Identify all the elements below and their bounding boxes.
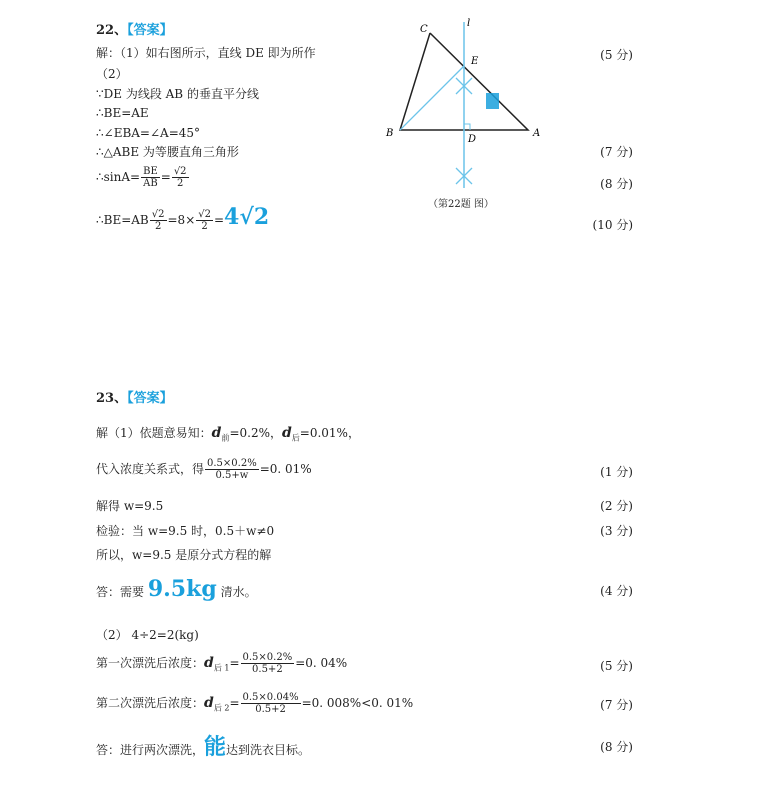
- q23-l1-prefix: 解（1）依题意易知：: [96, 426, 212, 440]
- q22-answer-tag: 【答案】: [127, 23, 173, 38]
- q23-line-7: [96, 652, 347, 675]
- be-f1-num: √2: [151, 209, 165, 220]
- q22-be-line: [96, 206, 269, 232]
- q23-line-4: 检验：当 w=9.5 时，0.5＋w≠0: [96, 524, 275, 538]
- eq-sign: =: [229, 656, 240, 670]
- q23-part-2: （2） 4÷2=2(kg): [96, 628, 199, 642]
- label-a: A: [533, 128, 541, 139]
- label-d: D: [468, 134, 477, 145]
- q22-score-3: (8 分): [600, 177, 633, 191]
- q22-score-4: (10 分): [592, 218, 633, 232]
- q22-sin-line: [96, 166, 190, 189]
- sin-prefix: ∴sinA=: [96, 170, 141, 184]
- q23-l8-num: 0.5×0.04%: [242, 692, 299, 703]
- sin-result-fraction: [172, 166, 189, 189]
- sin-den: AB: [143, 178, 158, 189]
- q23-header: [96, 392, 173, 405]
- be-mid: =8×: [167, 213, 196, 227]
- q23-l9-answer: 能: [204, 734, 227, 760]
- label-l: l: [467, 18, 471, 29]
- var-d: d: [204, 695, 214, 711]
- q23-l6-prefix: 答：需要: [96, 585, 145, 599]
- q23-line-8: [96, 692, 413, 715]
- sin-num: BE: [143, 166, 158, 177]
- q23-l7-fraction: [241, 652, 295, 675]
- q23-line-3: 解得 w=9.5: [96, 499, 164, 513]
- q23-score-6: (7 分): [600, 698, 633, 712]
- var-d: d: [204, 655, 214, 671]
- be-eq: =: [213, 213, 225, 227]
- right-angle-mark: [464, 124, 470, 130]
- q23-line-6: [96, 578, 257, 600]
- q22-number: 22、: [96, 23, 128, 38]
- q22-line-6: ∴△ABE 为等腰直角三角形: [96, 145, 239, 159]
- q23-line-5: 所以，w=9.5 是原分式方程的解: [96, 548, 272, 562]
- var-d: d: [211, 425, 222, 441]
- q23-l2-fraction: [205, 458, 259, 481]
- q23-l7-prefix: 第一次漂洗后浓度：: [96, 656, 205, 670]
- sub-before: 前: [221, 433, 230, 443]
- q23-l9-prefix: 答：进行两次漂洗，: [96, 743, 205, 757]
- q22-line-5: ∴∠EBA=∠A=45°: [96, 126, 201, 140]
- q22-line-4: ∴BE=AE: [96, 106, 149, 120]
- sin-eq: =: [160, 170, 171, 184]
- stamp-icon: [486, 93, 499, 109]
- sin-r-den: 2: [176, 178, 184, 189]
- q23-l6-answer: 9.5kg: [147, 576, 217, 602]
- sub-1: 后 1: [213, 663, 230, 673]
- q23-score-2: (2 分): [600, 499, 633, 513]
- q23-score-1: (1 分): [600, 465, 633, 479]
- sub-after: 后: [291, 433, 300, 443]
- q22-line-2: （2）: [96, 67, 128, 81]
- q23-answer-tag: 【答案】: [127, 391, 173, 406]
- q23-l6-suffix: 清水。: [220, 585, 257, 599]
- label-b: B: [386, 128, 394, 139]
- q23-l8-den: 0.5+2: [255, 704, 286, 715]
- q23-score-5: (5 分): [600, 659, 633, 673]
- q22-line-1: 解：（1）如右图所示，直线 DE 即为所作: [96, 46, 316, 60]
- label-e: E: [471, 56, 479, 67]
- q22-score-1: (5 分): [600, 48, 633, 62]
- figure-caption: （第22题 图）: [428, 199, 494, 210]
- q22-figure: [380, 18, 550, 198]
- be-fraction-2: [196, 209, 213, 232]
- q23-l2-den: 0.5+w: [215, 470, 249, 481]
- q23-l8-prefix: 第二次漂洗后浓度：: [96, 696, 205, 710]
- q23-l2-num: 0.5×0.2%: [207, 458, 257, 469]
- be-f2-den: 2: [201, 221, 208, 232]
- be-f2-num: √2: [198, 209, 211, 220]
- q23-l8-fraction: [241, 692, 301, 715]
- q23-score-3: (3 分): [600, 524, 633, 538]
- q23-number: 23、: [96, 391, 128, 406]
- q23-l9-suffix: 达到洗衣目标。: [226, 743, 311, 757]
- q23-l1-v1: =0.2%，: [229, 426, 282, 440]
- eq-sign: =: [229, 696, 240, 710]
- be-answer: 4√2: [224, 204, 270, 230]
- q22-line-3: ∵DE 为线段 AB 的垂直平分线: [96, 87, 259, 101]
- q23-score-7: (8 分): [600, 740, 633, 754]
- be-f1-den: 2: [154, 221, 162, 232]
- sin-r-num: √2: [173, 166, 187, 177]
- be-prefix: ∴BE=AB: [96, 213, 149, 227]
- q23-line-1: [96, 426, 360, 442]
- q22-header: [96, 24, 173, 37]
- q23-line-9: [96, 736, 310, 758]
- q23-l7-num: 0.5×0.2%: [242, 652, 293, 663]
- q22-score-2: (7 分): [600, 145, 633, 159]
- q23-l2-prefix: 代入浓度关系式，得: [96, 462, 205, 476]
- be-fraction-1: [150, 209, 167, 232]
- q23-l8-res: =0. 008%<0. 01%: [301, 696, 414, 710]
- var-d: d: [281, 425, 292, 441]
- sin-fraction: [141, 166, 160, 189]
- q23-l2-res: =0. 01%: [259, 462, 312, 476]
- q23-score-4: (4 分): [600, 584, 633, 598]
- sub-2: 后 2: [213, 703, 230, 713]
- label-c: C: [420, 24, 428, 35]
- q23-line-2: [96, 458, 312, 481]
- q23-l1-v2: =0.01%，: [299, 426, 360, 440]
- q23-l7-res: =0. 04%: [295, 656, 348, 670]
- q23-l7-den: 0.5+2: [252, 664, 283, 675]
